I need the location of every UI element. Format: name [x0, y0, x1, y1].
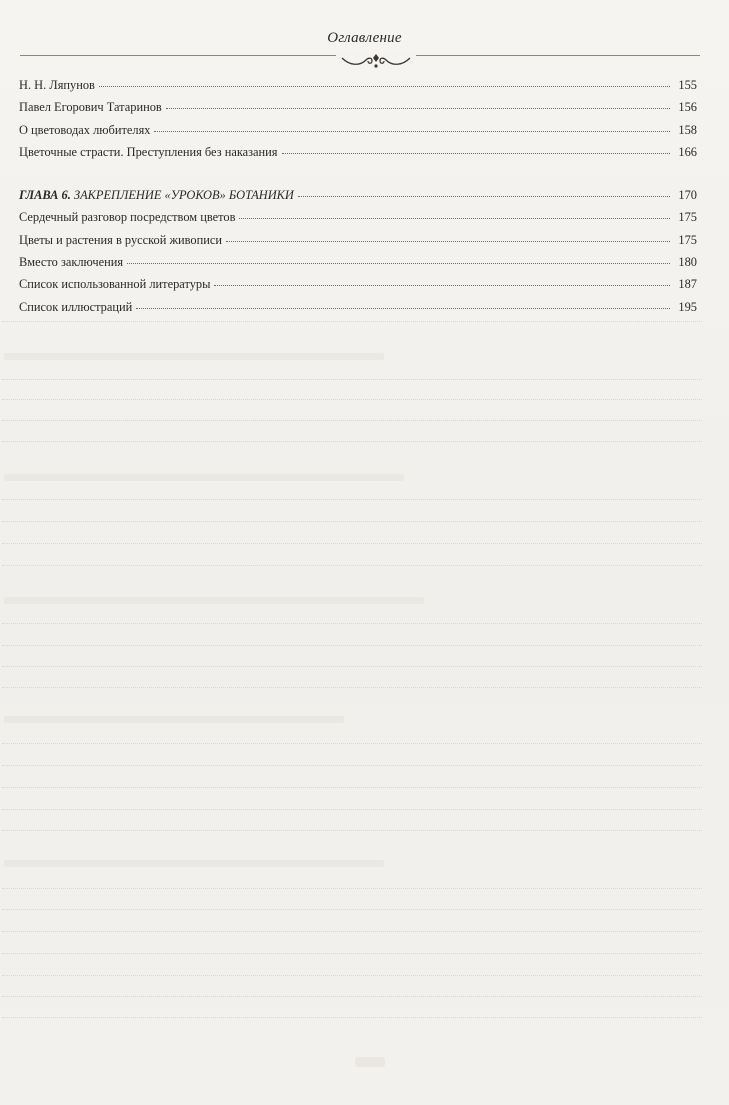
toc-entry[interactable] — [19, 210, 697, 232]
toc-entry-page: 180 — [678, 255, 697, 270]
toc-entry[interactable] — [19, 100, 697, 122]
toc-chapter-page: 170 — [678, 188, 697, 203]
dot-leader — [239, 208, 670, 219]
dot-leader — [99, 76, 670, 87]
toc-entry[interactable] — [19, 277, 697, 299]
toc-entry-title: Цветы и растения в русской живописи — [19, 232, 222, 247]
toc-entry-page: 175 — [678, 210, 697, 225]
toc-entry-page: 155 — [678, 78, 697, 92]
toc-entry-title: Список иллюстраций — [19, 299, 133, 314]
dot-leader — [298, 186, 670, 197]
toc-entry-page: 175 — [678, 232, 697, 247]
toc-entry-title: Сердечный разговор посредством цветов — [19, 210, 236, 225]
toc-chapter-title — [19, 188, 296, 203]
toc-entry[interactable] — [19, 145, 697, 167]
toc-entry[interactable] — [19, 300, 697, 322]
toc-entry-page: 158 — [678, 122, 697, 137]
toc-entry-title: Список использованной литературы — [19, 277, 211, 292]
chapter-label: ГЛАВА 6. — [19, 188, 71, 203]
dot-leader — [226, 231, 670, 242]
toc-entry-title: О цветоводах любителях — [19, 122, 151, 137]
dot-leader — [166, 98, 670, 109]
dot-leader — [154, 121, 670, 132]
toc-entry-title: Павел Егорович Татаринов — [19, 100, 162, 115]
dot-leader — [127, 253, 670, 264]
toc-entry[interactable] — [19, 123, 697, 145]
toc-entry-page: 187 — [678, 277, 697, 292]
toc-entry[interactable] — [19, 78, 697, 100]
section-spacer — [19, 167, 697, 188]
table-of-contents — [19, 78, 697, 322]
toc-entry-page: 156 — [678, 100, 697, 115]
dot-leader — [282, 143, 670, 154]
toc-entry-page: 195 — [678, 299, 697, 314]
toc-entry[interactable] — [19, 233, 697, 255]
toc-entry[interactable] — [19, 255, 697, 277]
flourish-icon — [336, 52, 416, 72]
dot-leader — [214, 275, 670, 286]
header-ornament — [20, 52, 700, 74]
toc-entry-title: Цветочные страсти. Преступления без наказания — [19, 144, 278, 159]
toc-entry-page: 166 — [678, 144, 697, 159]
page-header-title: Оглавление — [327, 30, 402, 46]
toc-entry-title: Н. Н. Ляпунов — [19, 78, 95, 92]
toc-chapter-entry[interactable] — [19, 188, 697, 210]
dot-leader — [136, 298, 670, 309]
chapter-title-text: ЗАКРЕПЛЕНИЕ «УРОКОВ» БОТАНИКИ — [73, 188, 294, 203]
toc-entry-title: Вместо заключения — [19, 255, 124, 270]
